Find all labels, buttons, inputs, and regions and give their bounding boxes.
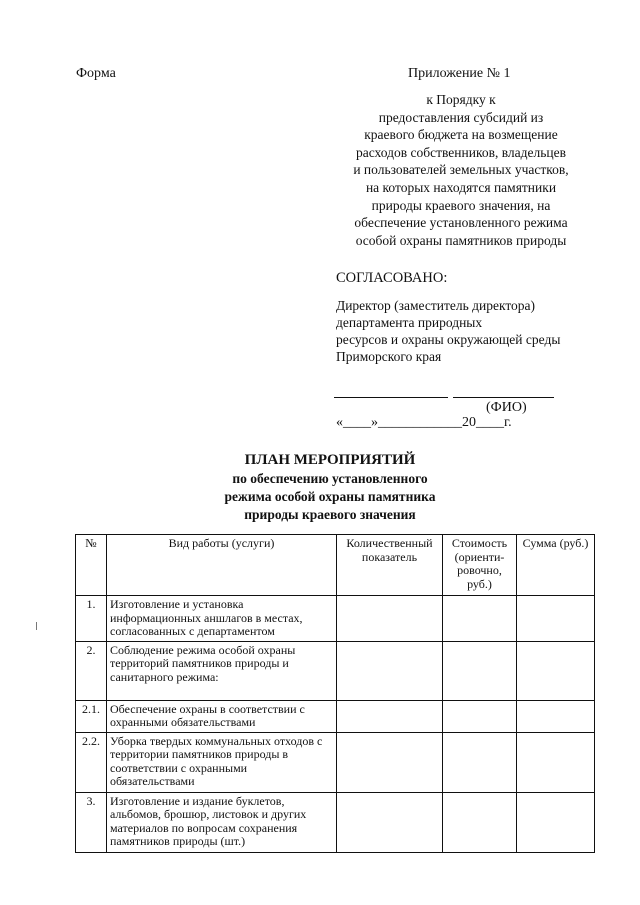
row-work: Изготовление и установка информационных аншлагов в местах, согласованных с департаментом xyxy=(107,596,337,642)
table-row xyxy=(76,732,595,792)
director-line: департамента природных xyxy=(336,315,483,330)
appendix-line: обеспечение установленного режима xyxy=(354,215,568,231)
row-cost-cell[interactable] xyxy=(443,641,517,700)
appendix-line: предоставления субсидий из xyxy=(378,109,544,125)
row-num: 2. xyxy=(76,641,107,700)
approval-title: СОГЛАСОВАНО: xyxy=(336,270,448,286)
appendix-line: особой охраны памятников природы xyxy=(355,232,567,248)
row-sum-cell[interactable] xyxy=(517,596,595,642)
fio-label: (ФИО) xyxy=(486,400,527,415)
row-quantity-cell[interactable] xyxy=(337,732,443,792)
row-cost-cell[interactable] xyxy=(443,700,517,732)
row-sum-cell[interactable] xyxy=(517,641,595,700)
margin-mark xyxy=(36,622,37,630)
row-sum-cell[interactable] xyxy=(517,792,595,852)
appendix-line: краевого бюджета на возмещение xyxy=(364,127,558,143)
fio-line[interactable] xyxy=(453,397,554,398)
plan-subtitle-line: по обеспечению установленного xyxy=(232,471,428,486)
table-row xyxy=(76,700,595,732)
row-quantity-cell[interactable] xyxy=(337,700,443,732)
header-quantity: Количественный показатель xyxy=(337,535,443,596)
table-header-row xyxy=(76,535,595,596)
table-row xyxy=(76,596,595,642)
row-cost-cell[interactable] xyxy=(443,596,517,642)
row-work: Изготовление и издание буклетов, альбомов, брошюр, листовок и других материалов по вопросам сохранения памятников природы (шт.) xyxy=(107,792,337,852)
plan-subtitle xyxy=(160,470,500,524)
director-line: Приморского края xyxy=(336,349,442,364)
appendix-reference xyxy=(330,91,592,249)
row-work: Уборка твердых коммунальных отходов с территории памятников природы в соответствии с охранными обязательствами xyxy=(107,732,337,792)
plan-table xyxy=(75,534,595,853)
row-num: 3. xyxy=(76,792,107,852)
date-line[interactable]: «____»____________20____г. xyxy=(336,415,512,430)
appendix-line: на которых находятся памятники xyxy=(365,179,557,195)
row-sum-cell[interactable] xyxy=(517,732,595,792)
table-row xyxy=(76,792,595,852)
row-cost-cell[interactable] xyxy=(443,792,517,852)
row-num: 2.2. xyxy=(76,732,107,792)
table-row xyxy=(76,641,595,700)
row-cost-cell[interactable] xyxy=(443,732,517,792)
director-line: Директор (заместитель директора) xyxy=(336,298,536,313)
header-sum: Сумма (руб.) xyxy=(517,535,595,596)
row-num: 2.1. xyxy=(76,700,107,732)
row-quantity-cell[interactable] xyxy=(337,641,443,700)
signature-line[interactable] xyxy=(334,397,448,398)
row-sum-cell[interactable] xyxy=(517,700,595,732)
appendix-line: природы краевого значения, на xyxy=(371,197,551,213)
appendix-line: к Порядку к xyxy=(426,92,496,107)
row-quantity-cell[interactable] xyxy=(337,596,443,642)
director-line: ресурсов и охраны окружающей среды xyxy=(336,332,561,347)
row-num: 1. xyxy=(76,596,107,642)
header-cost: Стоимость (ориенти-ровочно, руб.) xyxy=(443,535,517,596)
row-work: Соблюдение режима особой охраны территорий памятников природы и санитарного режима: xyxy=(107,641,337,700)
appendix-line: расходов собственников, владельцев xyxy=(355,144,566,160)
row-quantity-cell[interactable] xyxy=(337,792,443,852)
plan-title-block xyxy=(160,451,500,524)
row-work: Обеспечение охраны в соответствии с охранными обязательствами xyxy=(107,700,337,732)
appendix-title: Приложение № 1 xyxy=(408,66,511,81)
plan-subtitle-line: режима особой охраны памятника xyxy=(224,489,436,504)
header-work: Вид работы (услуги) xyxy=(107,535,337,596)
director-block xyxy=(336,297,560,365)
plan-title: ПЛАН МЕРОПРИЯТИЙ xyxy=(244,452,416,468)
appendix-line: и пользователей земельных участков, xyxy=(353,162,569,178)
header-num: № xyxy=(76,535,107,596)
form-label: Форма xyxy=(76,66,116,81)
plan-subtitle-line: природы краевого значения xyxy=(244,507,416,522)
